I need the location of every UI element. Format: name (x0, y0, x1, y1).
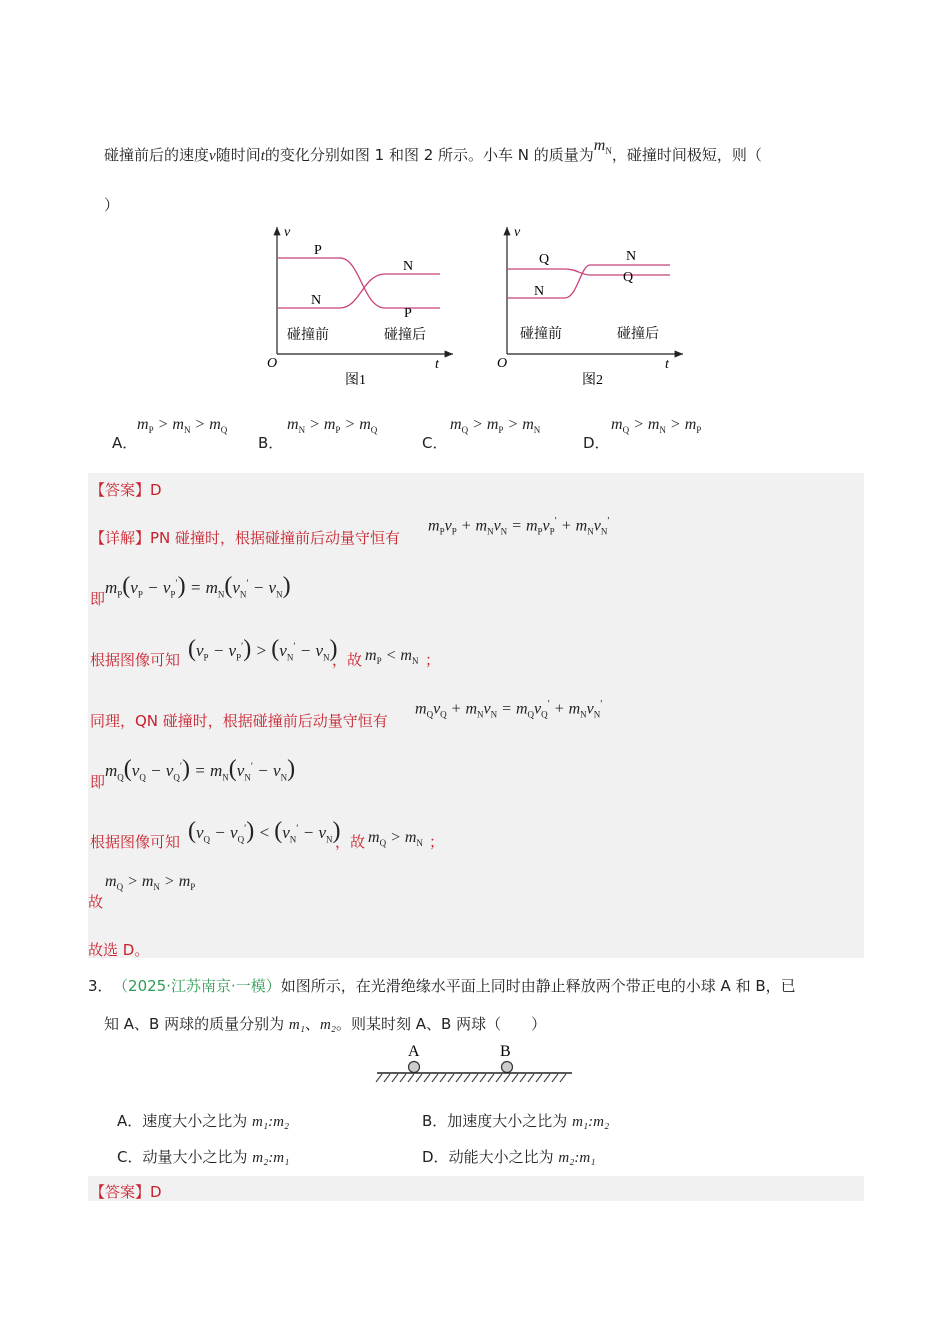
q3-answer-label: 【答案】D (90, 1183, 162, 1201)
result-mp-lt-mn: $m_P < m_N$ (365, 647, 419, 667)
ball-a-label: A (408, 1043, 420, 1060)
fig2-v-label: v (514, 225, 521, 240)
fig2-label-n-after: N (626, 249, 637, 264)
solution-line-2-prefix: 即 (90, 590, 106, 608)
fig1-label-n-after: N (403, 259, 414, 274)
fig2-caption: 图2 (582, 373, 603, 388)
intro-close-paren: ） (104, 196, 120, 214)
eq-qn-rearranged: $m_Q(v_Q - v_Q') = m_N(v_N' - v_N)$ (105, 756, 296, 783)
velocity-variable: v (209, 148, 216, 164)
ineq-pn: $(v_P - v_P') > (v_N' - v_N)$ (188, 636, 338, 663)
solution-line-3-mid: ，故 (332, 651, 363, 669)
fig1-caption: 图1 (345, 373, 366, 388)
hatch-mark (520, 1074, 526, 1082)
fig1-after-label: 碰撞后 (384, 328, 426, 343)
fig1-label-p-after: P (404, 306, 412, 321)
solution-line-6-mid: ，故 (335, 833, 366, 851)
q2-option-b[interactable]: B． (258, 434, 284, 452)
fig2-after-label: 碰撞后 (617, 327, 659, 342)
hatch-mark (472, 1074, 478, 1082)
fig1-v-label: v (284, 225, 291, 240)
solution-line-5-prefix: 即 (90, 773, 106, 791)
fig2-origin: O (497, 356, 508, 371)
solution-line-6-end: ； (429, 833, 445, 851)
intro-text-3: 的变化分别如图 1 和图 2 所示。小车 N 的质量为 (264, 146, 594, 164)
intro-text-1: 碰撞前后的速度 (104, 146, 210, 164)
fig1-origin: O (267, 356, 278, 371)
hatch-mark (464, 1074, 470, 1082)
q3-option-d[interactable]: D．动能大小之比为 m₂:m₁ (422, 1148, 596, 1166)
solution-line-3: 根据图像可知 (90, 651, 181, 669)
final-ordering: $m_Q > m_N > m_P$ (105, 873, 196, 893)
hatch-mark (440, 1074, 446, 1082)
fig1-label-p-before: P (314, 243, 322, 258)
fig2-before-label: 碰撞前 (520, 327, 562, 342)
ball-b-label: B (500, 1043, 511, 1060)
hatch-mark (376, 1074, 382, 1082)
intro-text-2: 随时间 (215, 146, 261, 164)
result-mq-gt-mn: $m_Q > m_N$ (368, 829, 423, 849)
hatch-mark (456, 1074, 462, 1082)
fig2-t-label: t (665, 357, 669, 372)
time-variable: t (260, 148, 265, 164)
fig2-label-n-before: N (534, 284, 545, 299)
q3-line-1 (88, 975, 796, 996)
q3-m1: m₁ (288, 1017, 305, 1033)
q3-option-c[interactable]: C．动量大小之比为 m₂:m₁ (117, 1148, 290, 1166)
hatch-mark (504, 1074, 510, 1082)
ball-a (409, 1062, 420, 1073)
q2-option-d-expr: $m_Q > m_N > m_P$ (611, 416, 702, 436)
fig1-before-label: 碰撞前 (287, 328, 329, 343)
q3-text-1: 如图所示，在光滑绝缘水平面上同时由静止释放两个带正电的小球 A 和 B，已 (280, 977, 796, 995)
momentum-eq-qn: $m_Qv_Q + m_Nv_N = m_Qv_Q' + m_Nv_N'$ (415, 699, 603, 720)
intro-text-4: ，碰撞时间极短，则（ (611, 146, 762, 164)
q3-option-a[interactable]: A．速度大小之比为 m₁:m₂ (117, 1112, 290, 1130)
hatch-mark (536, 1074, 542, 1082)
q3-number: 3． (88, 977, 113, 995)
hatch-mark (424, 1074, 430, 1082)
hatch-mark (408, 1074, 414, 1082)
hatch-mark (528, 1074, 534, 1082)
hatch-mark (512, 1074, 518, 1082)
solution-line-4: 同理，QN 碰撞时，根据碰撞前后动量守恒有 (90, 712, 388, 730)
figure-2 (495, 222, 690, 392)
fig2-curve-q (508, 269, 670, 275)
hatch-mark (432, 1074, 438, 1082)
q2-option-b-expr: $m_N > m_P > m_Q$ (287, 416, 378, 436)
momentum-eq-pn: $m_Pv_P + m_Nv_N = m_Pv_P' + m_Nv_N'$ (428, 516, 610, 537)
q3-source: （2025·江苏南京·一模） (120, 977, 281, 995)
solution-final: 故选 D。 (88, 941, 150, 959)
eq-pn-rearranged: $m_P(v_P - v_P') = m_N(v_N' - v_N)$ (105, 573, 291, 600)
fig1-curve-n (278, 274, 440, 308)
hatch-mark (544, 1074, 550, 1082)
q2-answer-label: 【答案】D (90, 481, 162, 499)
q3-figure (372, 1040, 577, 1084)
solution-line-6: 根据图像可知 (90, 833, 181, 851)
fig1-label-n-before: N (311, 293, 322, 308)
q3-line-2: 知 A、B 两球的质量分别为 m₁、m₂。则某时刻 A、B 两球（ ） (104, 1015, 547, 1033)
hatch-mark (448, 1074, 454, 1082)
fig2-label-q-after: Q (623, 270, 634, 285)
ball-b (502, 1062, 513, 1073)
ineq-qn: $(v_Q - v_Q') < (v_N' - v_N)$ (188, 818, 341, 845)
solution-line-7-prefix: 故 (88, 893, 104, 911)
hatch-mark (392, 1074, 398, 1082)
hatch-mark (400, 1074, 406, 1082)
hatch-mark (560, 1074, 566, 1082)
q3-answer-box (88, 1176, 864, 1201)
hatch-mark (496, 1074, 502, 1082)
intro-line (104, 137, 762, 166)
fig2-curve-n (508, 265, 670, 298)
hatch-mark (416, 1074, 422, 1082)
q2-option-c-expr: $m_Q > m_P > m_N$ (450, 416, 541, 436)
figure-1 (265, 222, 460, 392)
q2-option-c[interactable]: C． (422, 434, 448, 452)
mass-n-symbol: $m_N$ (593, 137, 612, 157)
q3-m2: m₂ (319, 1017, 336, 1033)
q2-option-d[interactable]: D． (583, 434, 610, 452)
fig1-curve-p (278, 258, 440, 308)
ground-hatch (376, 1074, 566, 1082)
hatch-mark (384, 1074, 390, 1082)
hatch-mark (480, 1074, 486, 1082)
fig1-t-label: t (435, 357, 439, 372)
hatch-mark (488, 1074, 494, 1082)
q2-option-a-expr: $m_P > m_N > m_Q$ (137, 416, 228, 436)
fig2-label-q-before: Q (539, 252, 550, 267)
solution-line-1: 【详解】PN 碰撞时，根据碰撞前后动量守恒有 (90, 529, 401, 547)
hatch-mark (552, 1074, 558, 1082)
q3-option-b[interactable]: B．加速度大小之比为 m₁:m₂ (422, 1112, 610, 1130)
q2-option-a[interactable]: A． (112, 434, 138, 452)
solution-line-3-end: ； (425, 651, 441, 669)
